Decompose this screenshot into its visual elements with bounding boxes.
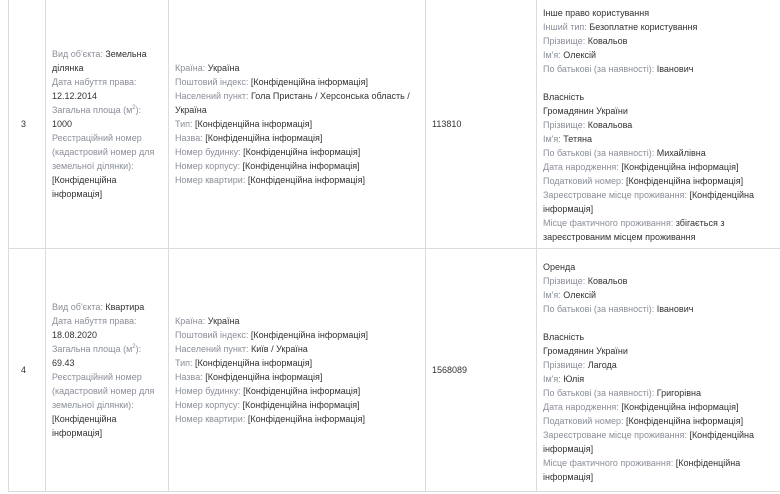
- postal-code-value: [Конфіденційна інформація]: [250, 77, 368, 87]
- block-number-value: [Конфіденційна інформація]: [242, 161, 360, 171]
- object-type-value: Квартира: [105, 302, 145, 312]
- registered-residence-value: [Конфіденційна інформація]: [543, 190, 754, 214]
- patronymic-label: По батькові (за наявності):: [543, 304, 655, 314]
- address-cell: [169, 0, 426, 249]
- acquisition-date-label: Дата набуття права:: [52, 316, 137, 326]
- owner-patronymic-label: По батькові (за наявності):: [543, 148, 655, 158]
- building-number-value: [Конфіденційна інформація]: [243, 147, 361, 157]
- area-value: 1000: [52, 119, 73, 129]
- citizenship-value: Громадянин України: [543, 106, 628, 116]
- country-value: Україна: [207, 316, 240, 326]
- birth-date-value: [Конфіденційна інформація]: [621, 162, 739, 172]
- surname-label: Прізвище:: [543, 276, 586, 286]
- first-name-label: Ім'я:: [543, 50, 561, 60]
- tax-number-value: [Конфіденційна інформація]: [626, 176, 744, 186]
- settlement-value: Київ / Україна: [251, 344, 308, 354]
- value-cell: 1568089: [426, 249, 537, 492]
- street-type-label: Тип:: [175, 358, 193, 368]
- tax-number-label: Податковий номер:: [543, 176, 624, 186]
- row-number: 4: [9, 249, 46, 492]
- rights-cell: [537, 0, 780, 249]
- property-table: [8, 0, 780, 492]
- building-number-label: Номер будинку:: [175, 386, 241, 396]
- area-label: Загальна площа $(м^2)$:: [52, 344, 142, 354]
- country-label: Країна:: [175, 63, 206, 73]
- apartment-number-value: [Конфіденційна інформація]: [247, 175, 365, 185]
- registration-number-label: Реєстраційний номер (кадастровий номер для земельної ділянки):: [52, 372, 155, 410]
- object-cell: [46, 249, 169, 492]
- apartment-number-label: Номер квартири:: [175, 175, 246, 185]
- patronymic-value: Іванович: [656, 64, 694, 74]
- registered-residence-value: [Конфіденційна інформація]: [543, 430, 754, 454]
- citizenship-value: Громадянин України: [543, 346, 628, 356]
- acquisition-date-value: 12.12.2014: [52, 91, 98, 101]
- rights-cell: [537, 249, 780, 492]
- owner-patronymic-value: Михайлівна: [656, 148, 706, 158]
- area-label: Загальна площа $(м^2)$:: [52, 105, 142, 115]
- value-cell: 113810: [426, 0, 537, 249]
- actual-residence-value: збігається з зареєстрованим місцем проживання: [543, 218, 725, 242]
- area-value: 69.43: [52, 358, 75, 368]
- birth-date-label: Дата народження:: [543, 402, 619, 412]
- right-type-title: Оренда: [543, 262, 576, 272]
- settlement-value: Гола Пристань / Херсонська область / Україна: [175, 91, 410, 115]
- other-type-value: Безоплатне користування: [589, 22, 698, 32]
- ownership-title: Власність: [543, 92, 585, 102]
- patronymic-label: По батькові (за наявності):: [543, 64, 655, 74]
- owner-surname-value: Ковальова: [587, 120, 633, 130]
- tax-number-label: Податковий номер:: [543, 416, 624, 426]
- block-number-value: [Конфіденційна інформація]: [242, 400, 360, 410]
- country-value: Україна: [207, 63, 240, 73]
- acquisition-date-value: 18.08.2020: [52, 330, 98, 340]
- first-name-value: Олексій: [563, 50, 597, 60]
- actual-residence-value: [Конфіденційна інформація]: [543, 458, 741, 482]
- street-type-label: Тип:: [175, 119, 193, 129]
- birth-date-value: [Конфіденційна інформація]: [621, 402, 739, 412]
- building-number-value: [Конфіденційна інформація]: [243, 386, 361, 396]
- postal-code-value: [Конфіденційна інформація]: [250, 330, 368, 340]
- registered-residence-label: Зареєстроване місце проживання:: [543, 190, 687, 200]
- postal-code-label: Поштовий індекс:: [175, 77, 249, 87]
- patronymic-value: Іванович: [656, 304, 694, 314]
- street-name-value: [Конфіденційна інформація]: [205, 133, 323, 143]
- object-type-value: Земельна ділянка: [52, 49, 147, 73]
- right-type-title: Інше право користування: [543, 8, 650, 18]
- registered-residence-label: Зареєстроване місце проживання:: [543, 430, 687, 440]
- surname-value: Ковальов: [587, 276, 628, 286]
- object-type-label: Вид об'єкта:: [52, 302, 103, 312]
- owner-surname-label: Прізвище:: [543, 120, 586, 130]
- street-name-label: Назва:: [175, 133, 203, 143]
- street-name-value: [Конфіденційна інформація]: [205, 372, 323, 382]
- block-number-label: Номер корпусу:: [175, 400, 241, 410]
- tax-number-value: [Конфіденційна інформація]: [626, 416, 744, 426]
- owner-patronymic-value: Григорівна: [656, 388, 702, 398]
- country-label: Країна:: [175, 316, 206, 326]
- first-name-value: Олексій: [563, 290, 597, 300]
- apartment-number-value: [Конфіденційна інформація]: [247, 414, 365, 424]
- acquisition-date-label: Дата набуття права:: [52, 77, 137, 87]
- owner-first-name-label: Ім'я:: [543, 374, 561, 384]
- owner-first-name-value: Тетяна: [563, 134, 592, 144]
- registration-number-value: [Конфіденційна інформація]: [52, 175, 117, 199]
- address-cell: [169, 249, 426, 492]
- street-name-label: Назва:: [175, 372, 203, 382]
- surname-label: Прізвище:: [543, 36, 586, 46]
- ownership-title: Власність: [543, 332, 585, 342]
- first-name-label: Ім'я:: [543, 290, 561, 300]
- table-row: [9, 249, 780, 492]
- actual-residence-label: Місце фактичного проживання:: [543, 458, 674, 468]
- other-type-label: Інший тип:: [543, 22, 587, 32]
- owner-surname-label: Прізвище:: [543, 360, 586, 370]
- apartment-number-label: Номер квартири:: [175, 414, 246, 424]
- block-number-label: Номер корпусу:: [175, 161, 241, 171]
- object-cell: [46, 0, 169, 249]
- registration-number-value: [Конфіденційна інформація]: [52, 414, 117, 438]
- table-row: [9, 0, 780, 249]
- settlement-label: Населений пункт:: [175, 344, 249, 354]
- row-number: 3: [9, 0, 46, 249]
- birth-date-label: Дата народження:: [543, 162, 619, 172]
- street-type-value: [Конфіденційна інформація]: [195, 358, 313, 368]
- registration-number-label: Реєстраційний номер (кадастровий номер для земельної ділянки):: [52, 133, 155, 171]
- owner-first-name-label: Ім'я:: [543, 134, 561, 144]
- owner-surname-value: Лагода: [587, 360, 617, 370]
- surname-value: Ковальов: [587, 36, 628, 46]
- building-number-label: Номер будинку:: [175, 147, 241, 157]
- owner-patronymic-label: По батькові (за наявності):: [543, 388, 655, 398]
- object-type-label: Вид об'єкта:: [52, 49, 103, 59]
- postal-code-label: Поштовий індекс:: [175, 330, 249, 340]
- settlement-label: Населений пункт:: [175, 91, 249, 101]
- street-type-value: [Конфіденційна інформація]: [195, 119, 313, 129]
- owner-first-name-value: Юлія: [563, 374, 585, 384]
- actual-residence-label: Місце фактичного проживання:: [543, 218, 674, 228]
